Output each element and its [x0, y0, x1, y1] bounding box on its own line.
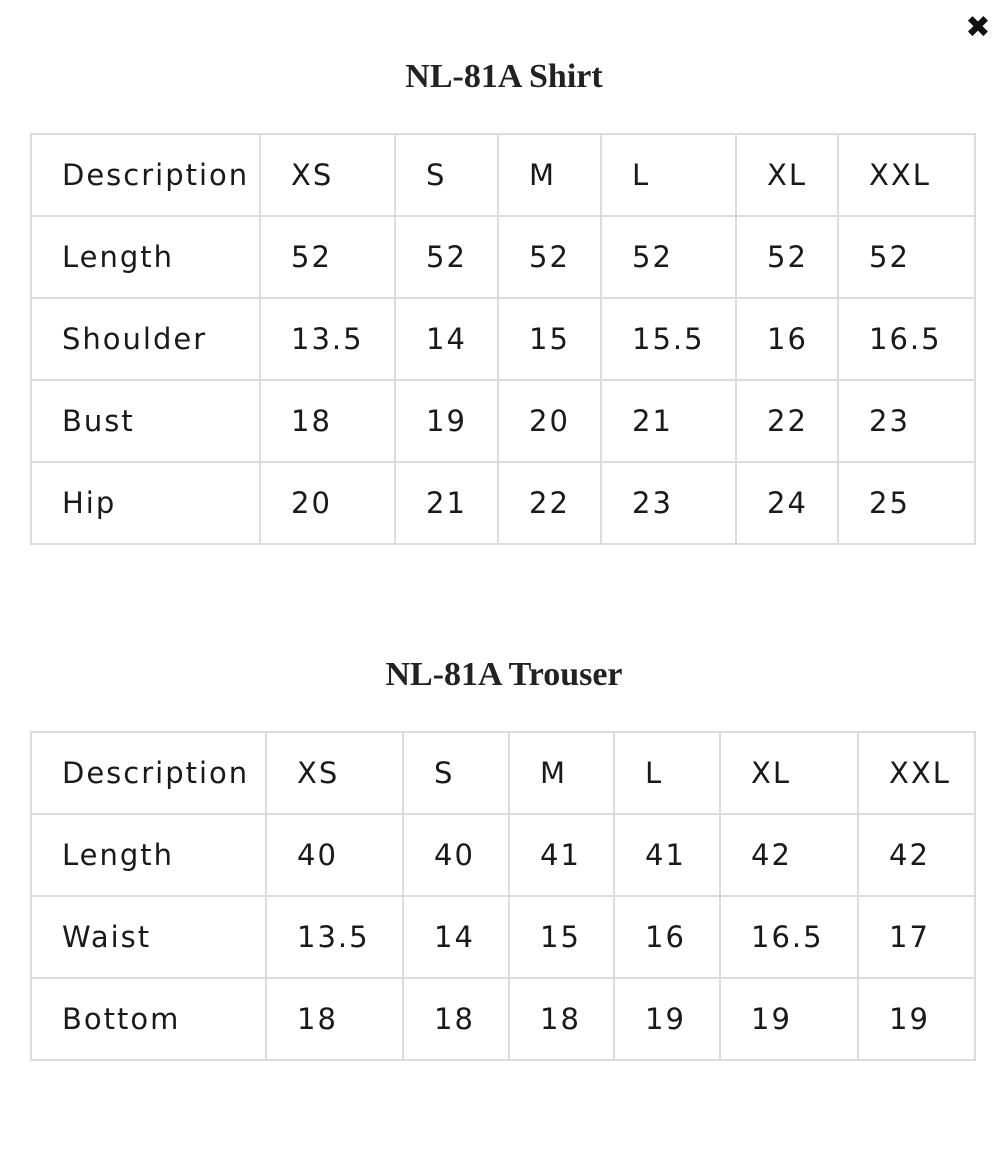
- size-value-cell: 21: [601, 380, 736, 462]
- row-label-cell: Length: [31, 216, 260, 298]
- size-value-cell: 20: [498, 380, 601, 462]
- size-value-cell: 20: [260, 462, 395, 544]
- size-value-cell: M: [509, 732, 614, 814]
- size-value-cell: 41: [614, 814, 720, 896]
- row-label-cell: Hip: [31, 462, 260, 544]
- trouser-table-title: NL-81A Trouser: [385, 656, 623, 693]
- table-header-row: [31, 134, 975, 216]
- size-value-cell: 41: [509, 814, 614, 896]
- size-value-cell: 24: [736, 462, 838, 544]
- size-value-cell: XS: [260, 134, 395, 216]
- row-label-cell: Description: [31, 134, 260, 216]
- size-value-cell: 19: [614, 978, 720, 1060]
- size-value-cell: 40: [403, 814, 509, 896]
- row-label-cell: Waist: [31, 896, 266, 978]
- size-value-cell: 18: [403, 978, 509, 1060]
- size-value-cell: 16.5: [838, 298, 975, 380]
- size-value-cell: 42: [858, 814, 975, 896]
- size-value-cell: 19: [858, 978, 975, 1060]
- size-value-cell: 52: [260, 216, 395, 298]
- size-value-cell: S: [395, 134, 498, 216]
- row-label-cell: Length: [31, 814, 266, 896]
- size-value-cell: 15: [498, 298, 601, 380]
- table-row: [31, 814, 975, 896]
- size-value-cell: 52: [838, 216, 975, 298]
- size-value-cell: XL: [736, 134, 838, 216]
- size-value-cell: 52: [498, 216, 601, 298]
- table-header-row: [31, 732, 975, 814]
- row-label-cell: Bottom: [31, 978, 266, 1060]
- size-value-cell: 52: [395, 216, 498, 298]
- size-value-cell: 18: [266, 978, 403, 1060]
- row-label-cell: Description: [31, 732, 266, 814]
- shirt-table-title: NL-81A Shirt: [405, 58, 603, 95]
- size-value-cell: XS: [266, 732, 403, 814]
- size-value-cell: XXL: [858, 732, 975, 814]
- table-row: [31, 298, 975, 380]
- close-icon[interactable]: ✖: [965, 10, 991, 45]
- size-value-cell: 22: [736, 380, 838, 462]
- size-value-cell: 21: [395, 462, 498, 544]
- size-value-cell: 40: [266, 814, 403, 896]
- size-value-cell: 52: [601, 216, 736, 298]
- size-value-cell: 14: [395, 298, 498, 380]
- size-value-cell: 14: [403, 896, 509, 978]
- size-value-cell: 19: [720, 978, 858, 1060]
- size-value-cell: 13.5: [266, 896, 403, 978]
- table-row: [31, 216, 975, 298]
- size-value-cell: 19: [395, 380, 498, 462]
- trouser-size-table: [30, 731, 976, 1061]
- size-value-cell: 23: [838, 380, 975, 462]
- size-value-cell: S: [403, 732, 509, 814]
- size-value-cell: 18: [260, 380, 395, 462]
- size-value-cell: 18: [509, 978, 614, 1060]
- size-value-cell: L: [614, 732, 720, 814]
- table-row: [31, 380, 975, 462]
- size-value-cell: L: [601, 134, 736, 216]
- size-value-cell: XXL: [838, 134, 975, 216]
- table-row: [31, 978, 975, 1060]
- table-row: [31, 896, 975, 978]
- size-value-cell: 52: [736, 216, 838, 298]
- size-value-cell: 16: [614, 896, 720, 978]
- size-value-cell: 42: [720, 814, 858, 896]
- table-row: [31, 462, 975, 544]
- size-value-cell: 22: [498, 462, 601, 544]
- size-value-cell: 23: [601, 462, 736, 544]
- shirt-size-table: [30, 133, 976, 545]
- size-value-cell: 13.5: [260, 298, 395, 380]
- size-value-cell: 15: [509, 896, 614, 978]
- size-value-cell: 16.5: [720, 896, 858, 978]
- row-label-cell: Shoulder: [31, 298, 260, 380]
- size-value-cell: M: [498, 134, 601, 216]
- size-value-cell: 16: [736, 298, 838, 380]
- size-value-cell: XL: [720, 732, 858, 814]
- size-value-cell: 15.5: [601, 298, 736, 380]
- size-value-cell: 25: [838, 462, 975, 544]
- row-label-cell: Bust: [31, 380, 260, 462]
- size-value-cell: 17: [858, 896, 975, 978]
